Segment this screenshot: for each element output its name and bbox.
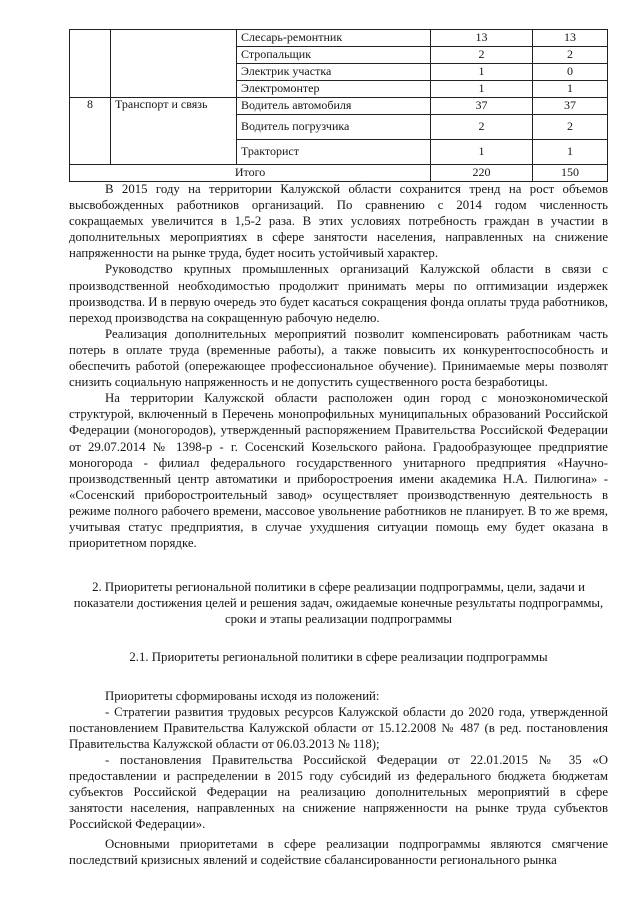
section-cell: Транспорт и связь	[111, 98, 237, 165]
paragraph: В 2015 году на территории Калужской области сохранится тренд на рост объемов высвобожденных работников организаций. По сравнению с 2014 годом численность сокращаемых увеличится в 1,5-2 раза. В этих условиях потребность граждан в участии в дополнительных мероприятиях в сфере занятости населения, направленных на снижение напряженности на рынке труда, будет носить устойчивый характер.	[69, 182, 608, 261]
priority-item: - Стратегии развития трудовых ресурсов Калужской области до 2020 года, утвержденной постановлением Правительства Калужской области от 15.12.2008 № 487 (в ред. постановления Правительства Калужской области от 06.03.2013 № 118);	[69, 704, 608, 751]
priorities-closing: Основными приоритетами в сфере реализации подпрограммы являются смягчение последствий кризисных явлений и содействие сбалансированности регионального рынка	[69, 837, 608, 868]
value-cell-1: 37	[431, 98, 533, 115]
paragraph: Руководство крупных промышленных организаций Калужской области в связи с производственной необходимостью продолжит принимать меры по оптимизации издержек производства. И в первую очередь это будет касаться сокращения фонда оплаты труда работников, переход производства на сокращенную рабочую неделю.	[69, 262, 608, 325]
vacancy-table	[69, 29, 608, 182]
value-cell-2: 1	[533, 140, 608, 165]
row-number-cell	[70, 30, 111, 98]
profession-cell: Тракторист	[237, 140, 431, 165]
value-cell-1: 13	[431, 30, 533, 47]
total-value-2: 150	[533, 165, 608, 182]
profession-cell: Слесарь-ремонтник	[237, 30, 431, 47]
value-cell-1: 1	[431, 140, 533, 165]
priorities-intro: Приоритеты сформированы исходя из положений:	[105, 688, 380, 703]
value-cell-2: 2	[533, 115, 608, 140]
value-cell-1: 2	[431, 47, 533, 64]
paragraph: На территории Калужской области расположен один город с моноэкономической структурой, включенный в Перечень монопрофильных муниципальных образований Российской Федерации (моногородов), утвержденный распоряжением Правительства Российской Федерации от 29.07.2014 № 1398-р - г. Сосенский Козельского района. Градообразующее предприятие моногорода - филиал федерального государственного унитарного предприятия «Научно-производственный центр автоматики и приборостроения имени академика Н.А. Пилюгина» - «Сосенский приборостроительный завод» осуществляет производственную деятельность в режиме полного рабочего времени, массовое увольнение работников не планирует. В то же время, учитывая статус предприятия, в случае ухудшения ситуации помощь ему будет оказана в приоритетном порядке.	[69, 391, 608, 551]
profession-cell: Водитель погрузчика	[237, 115, 431, 140]
value-cell-2: 37	[533, 98, 608, 115]
row-number-cell: 8	[70, 98, 111, 165]
profession-cell: Электрик участка	[237, 64, 431, 81]
value-cell-1: 1	[431, 81, 533, 98]
section-heading: 2. Приоритеты региональной политики в сфере реализации подпрограммы, цели, задачи и показатели достижения целей и решения задач, ожидаемые конечные результаты подпрограммы, сроки и этапы реализации подпрограммы	[73, 580, 604, 627]
body-text	[69, 181, 608, 869]
subsection-heading: 2.1. Приоритеты региональной политики в сфере реализации подпрограммы	[129, 650, 548, 665]
value-cell-1: 1	[431, 64, 533, 81]
profession-cell: Электромонтер	[237, 81, 431, 98]
total-row	[70, 165, 608, 182]
section-cell	[111, 30, 237, 98]
total-label: Итого	[70, 165, 431, 182]
table-row	[70, 30, 608, 47]
value-cell-1: 2	[431, 115, 533, 140]
value-cell-2: 2	[533, 47, 608, 64]
total-value-1: 220	[431, 165, 533, 182]
priority-item: - постановления Правительства Российской Федерации от 22.01.2015 № 35 «О предоставлении и распределении в 2015 году субсидий из федерального бюджета бюджетам субъектов Российской Федерации на реализацию дополнительных мероприятий в сфере занятости населения, направленных на снижение напряженности на рынке труда субъектов Российской Федерации».	[69, 752, 608, 832]
value-cell-2: 0	[533, 64, 608, 81]
paragraph: Реализация дополнительных мероприятий позволит компенсировать работникам часть потерь в оплате труда (временные работы), а также повысить их конкурентоспособность и обеспечить работой (опережающее профессиональное обучение). Принимаемые меры позволят снизить социальную напряженность и не допустить существенного роста безработицы.	[69, 326, 608, 390]
profession-cell: Стропальщик	[237, 47, 431, 64]
profession-cell: Водитель автомобиля	[237, 98, 431, 115]
value-cell-2: 1	[533, 81, 608, 98]
table-row	[70, 98, 608, 115]
value-cell-2: 13	[533, 30, 608, 47]
